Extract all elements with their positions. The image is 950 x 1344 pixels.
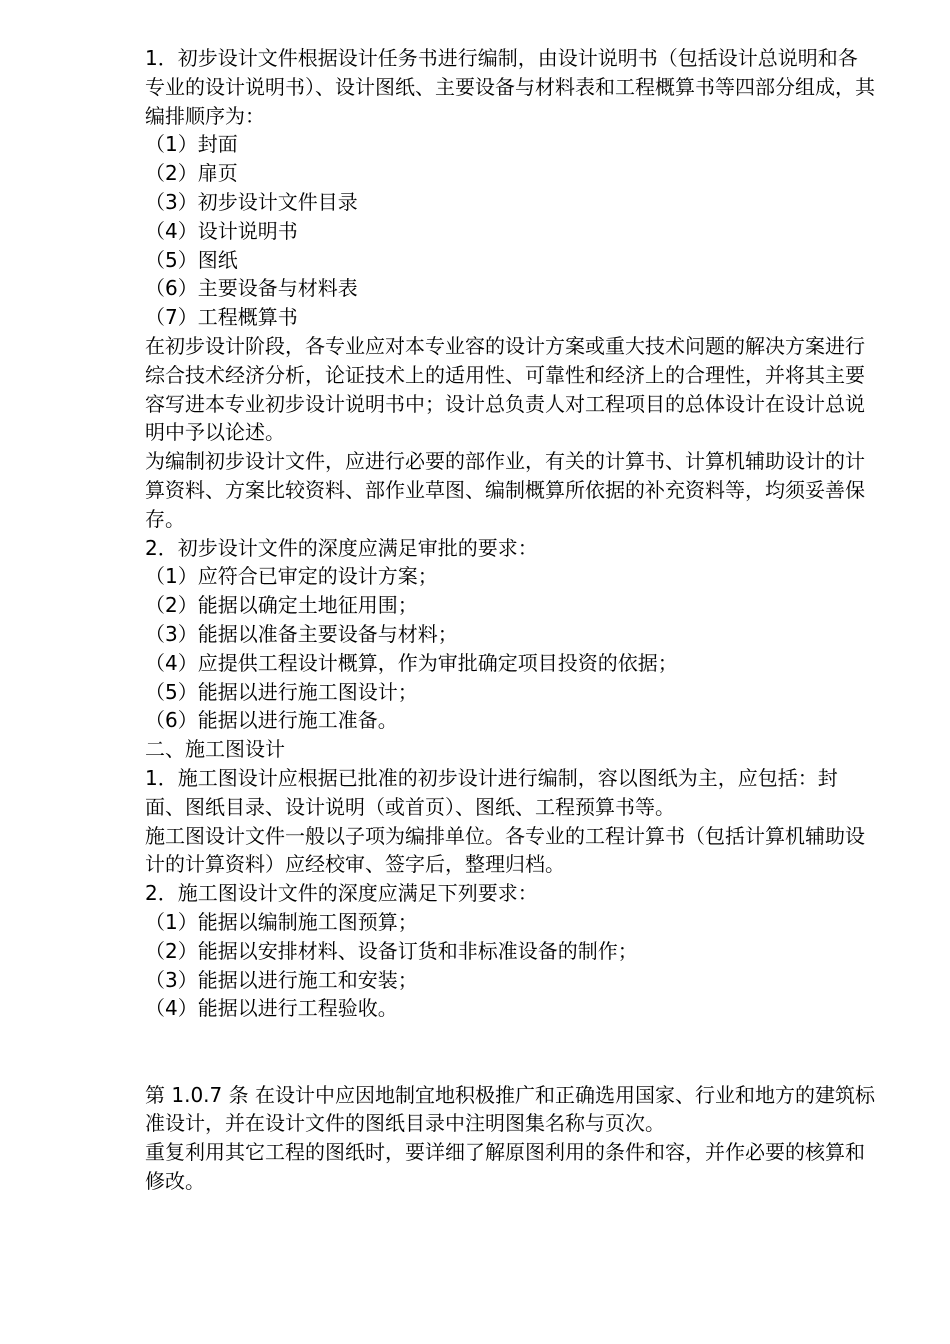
preliminary-depth-list [145,562,875,735]
order-item: （7）工程概算书 [145,305,298,330]
order-item: （5）图纸 [145,247,238,272]
document-page [145,44,875,1196]
depth-item: （2）能据以确定土地征用围； [145,593,418,618]
depth-item: （5）能据以进行施工图设计； [145,679,418,704]
section2-heading: 二、施工图设计 [145,737,285,762]
construction-drawing-paragraph: 1．施工图设计应根据已批准的初步设计进行编制，容以图纸为主，应包括：封面、图纸目录、设计说明（或首页）、图纸、工程预算书等。 [145,765,838,819]
construction-depth-heading: 2．施工图设计文件的深度应满足下列要求： [145,881,538,906]
depth-item: （3）能据以进行施工和安装； [145,967,418,992]
depth-item: （1）能据以编制施工图预算； [145,909,418,934]
preliminary-depth-heading: 2．初步设计文件的深度应满足审批的要求： [145,535,538,560]
depth-item: （1）应符合已审定的设计方案； [145,564,438,589]
order-item: （3）初步设计文件目录 [145,189,358,214]
section1-intro: 1．初步设计文件根据设计任务书进行编制，由设计说明书（包括设计总说明和各专业的设计说明书）、设计图纸、主要设备与材料表和工程概算书等四部分组成，其编排顺序为： [145,46,875,128]
depth-item: （6）能据以进行施工准备。 [145,708,398,733]
construction-depth-list [145,908,875,1023]
article-1-0-7-paragraph: 第 1.0.7 条 在设计中应因地制宜地积极推广和正确选用国家、行业和地方的建筑标准设计，并在设计文件的图纸目录中注明图集名称与页次。 [145,1082,875,1136]
compilation-units-paragraph: 施工图设计文件一般以子项为编排单位。各专业的工程计算书（包括计算机辅助设计的计算资料）应经校审、签字后，整理归档。 [145,823,865,877]
analysis-paragraph: 在初步设计阶段，各专业应对本专业容的设计方案或重大技术问题的解决方案进行综合技术经济分析，论证技术上的适用性、可靠性和经济上的合理性，并将其主要容写进本专业初步设计说明书中；设计总负责人对工程项目的总体设计在设计总说明中予以论述。 [145,333,865,445]
depth-item: （2）能据以安排材料、设备订货和非标准设备的制作； [145,938,638,963]
depth-item: （3）能据以准备主要设备与材料； [145,621,458,646]
blank-space [145,1023,875,1081]
order-item: （4）设计说明书 [145,218,298,243]
depth-item: （4）应提供工程设计概算，作为审批确定项目投资的依据； [145,650,678,675]
order-item: （6）主要设备与材料表 [145,276,358,301]
order-item: （2）扉页 [145,161,238,186]
records-paragraph: 为编制初步设计文件，应进行必要的部作业，有关的计算书、计算机辅助设计的计算资料、方案比较资料、部作业草图、编制概算所依据的补充资料等，均须妥善保存。 [145,449,865,531]
order-list [145,130,875,332]
order-item: （1）封面 [145,132,238,157]
drawing-reuse-paragraph: 重复利用其它工程的图纸时，要详细了解原图利用的条件和容，并作必要的核算和修改。 [145,1140,865,1194]
depth-item: （4）能据以进行工程验收。 [145,996,398,1021]
